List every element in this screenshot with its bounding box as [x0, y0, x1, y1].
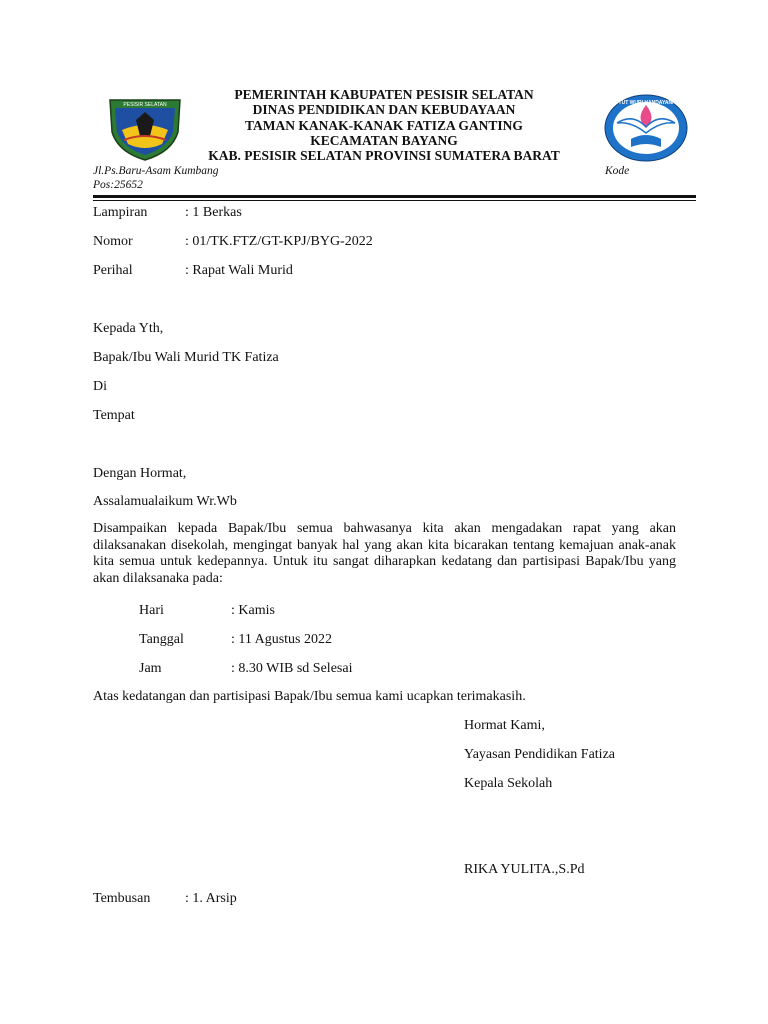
- greeting: Dengan Hormat,: [93, 466, 187, 481]
- kode-label: Kode: [605, 165, 630, 177]
- closing-sentence: Atas kedatangan dan partisipasi Bapak/Ibu semua kami ucapkan terimakasih.: [93, 689, 526, 704]
- letterhead-line-2: DINAS PENDIDIKAN DAN KEBUDAYAAN: [252, 102, 516, 117]
- left-logo-text: PESISIR SELATAN: [123, 102, 167, 108]
- lampiran-value: : 1 Berkas: [185, 205, 242, 220]
- recipient-line-3: Di: [93, 379, 107, 394]
- address-postcode: Pos:25652: [93, 179, 143, 191]
- letterhead-rule-thick: [93, 195, 696, 198]
- letterhead-line-1: PEMERINTAH KABUPATEN PESISIR SELATAN: [234, 87, 534, 102]
- tembusan-value: : 1. Arsip: [185, 891, 237, 906]
- nomor-value: : 01/TK.FTZ/GT-KPJ/BYG-2022: [185, 234, 373, 249]
- perihal-value: : Rapat Wali Murid: [185, 263, 293, 278]
- address-street: Jl.Ps.Baru-Asam Kumbang: [93, 165, 219, 177]
- signature-position: Kepala Sekolah: [464, 776, 553, 791]
- tembusan-label: Tembusan: [93, 891, 151, 906]
- hari-label: Hari: [139, 603, 164, 618]
- recipient-line-2: Bapak/Ibu Wali Murid TK Fatiza: [93, 350, 279, 365]
- signature-regards: Hormat Kami,: [464, 718, 545, 733]
- letterhead-rule-thin: [93, 200, 696, 201]
- recipient-line-1: Kepada Yth,: [93, 321, 164, 336]
- letterhead-line-5: KAB. PESISIR SELATAN PROVINSI SUMATERA BARAT: [208, 148, 560, 163]
- body-paragraph: Disampaikan kepada Bapak/Ibu semua bahwasanya kita akan mengadakan rapat yang akan dilaksanakan disekolah, mengingat banyak hal yang akan kita bicarakan tentang kemajuan anak-anak kita semua untuk kedepannya. Untuk itu sangat diharapkan kedatang dan partisipasi Bapak/Ibu yang akan dilaksanaka pada:: [93, 521, 676, 586]
- tanggal-label: Tanggal: [139, 632, 184, 647]
- jam-label: Jam: [139, 661, 162, 676]
- signatory-name: RIKA YULITA.,S.Pd: [464, 862, 585, 877]
- salam: Assalamualaikum Wr.Wb: [93, 494, 237, 509]
- signature-foundation: Yayasan Pendidikan Fatiza: [464, 747, 615, 762]
- nomor-label: Nomor: [93, 234, 133, 249]
- hari-value: : Kamis: [231, 603, 275, 618]
- recipient-line-4: Tempat: [93, 408, 135, 423]
- letterhead-line-3: TAMAN KANAK-KANAK FATIZA GANTING: [245, 118, 523, 133]
- letterhead-line-4: KECAMATAN BAYANG: [310, 133, 458, 148]
- right-logo-text: TUT WURI HANDAYANI: [618, 100, 674, 106]
- jam-value: : 8.30 WIB sd Selesai: [231, 661, 353, 676]
- perihal-label: Perihal: [93, 263, 133, 278]
- tanggal-value: : 11 Agustus 2022: [231, 632, 332, 647]
- lampiran-label: Lampiran: [93, 205, 148, 220]
